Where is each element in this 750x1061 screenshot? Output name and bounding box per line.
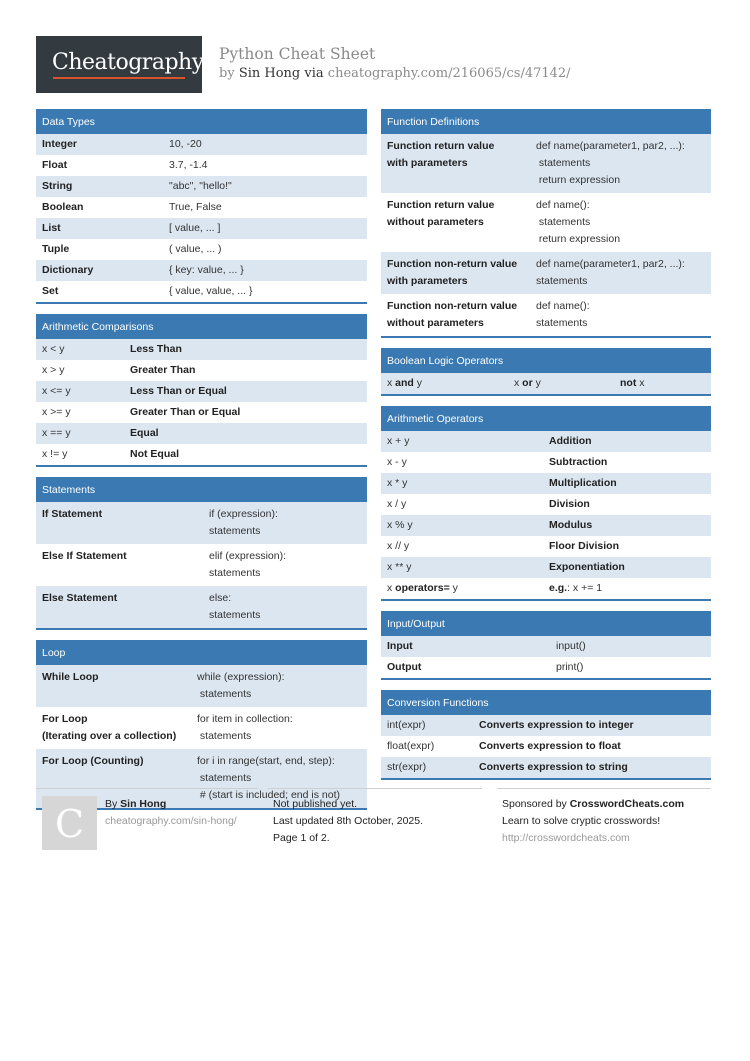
sponsor-link[interactable]: CrosswordCheats.com <box>569 798 685 810</box>
table-row <box>381 294 711 336</box>
table-row <box>36 665 367 707</box>
row-meaning: Equal <box>130 427 159 439</box>
table-row <box>381 578 711 599</box>
row-label: Input <box>387 640 413 652</box>
code-line: return expression <box>536 233 621 245</box>
operand: x <box>387 582 396 594</box>
author-link[interactable]: Sin Hong <box>238 66 301 81</box>
row-label: Integer <box>42 138 78 150</box>
table-row <box>36 360 367 381</box>
operand: y <box>532 377 541 389</box>
row-label-sub: without parameters <box>387 317 484 329</box>
table-row <box>36 239 367 260</box>
row-expression: x % y <box>387 519 413 531</box>
row-function: int(expr) <box>387 719 426 731</box>
row-meaning: Addition <box>549 435 592 447</box>
logo-underline <box>53 77 185 79</box>
row-meaning: Multiplication <box>549 477 617 489</box>
code-line: def name(parameter1, par2, ...): <box>536 258 685 270</box>
last-updated: Last updated 8th October, 2025. <box>273 815 424 827</box>
row-value: { key: value, ... } <box>169 264 244 276</box>
row-expression: x >= y <box>42 406 71 418</box>
table-row <box>381 452 711 473</box>
section-loop <box>36 640 367 810</box>
code-line: statements <box>209 567 261 579</box>
row-label-block <box>387 298 536 332</box>
table-row <box>381 494 711 515</box>
table-row <box>36 381 367 402</box>
row-value: ( value, ... ) <box>169 243 222 255</box>
row-expression: x > y <box>42 364 65 376</box>
site-logo[interactable] <box>36 36 202 93</box>
table-row <box>381 431 711 452</box>
section-title: Arithmetic Comparisons <box>36 314 367 339</box>
code-line: def name(): <box>536 199 590 211</box>
author-url-link[interactable]: cheatography.com/sin-hong/ <box>105 815 237 827</box>
row-function: str(expr) <box>387 761 427 773</box>
avatar-letter: C <box>54 802 85 846</box>
table-row <box>36 260 367 281</box>
row-label: While Loop <box>42 671 99 683</box>
sheet-url-link[interactable]: cheatography.com/216065/cs/47142/ <box>327 66 571 81</box>
table-row <box>36 339 367 360</box>
section-title: Function Definitions <box>381 109 711 134</box>
row-code <box>209 590 260 624</box>
section-title: Data Types <box>36 109 367 134</box>
operator: or <box>522 377 533 389</box>
table-row <box>36 707 367 749</box>
code-line: statements <box>209 525 261 537</box>
row-meaning: Converts expression to float <box>479 740 621 752</box>
section-title: Loop <box>36 640 367 665</box>
publish-status: Not published yet. <box>273 798 358 810</box>
row-code <box>197 669 285 703</box>
table-row <box>381 515 711 536</box>
operator: and <box>395 377 414 389</box>
table-row <box>36 502 367 544</box>
table-row <box>381 252 711 294</box>
code-line: def name(parameter1, par2, ...): <box>536 140 685 152</box>
code-line: statements <box>197 688 252 700</box>
page-number: Page 1 of 2. <box>273 832 330 844</box>
row-label-block <box>387 256 536 290</box>
table-row <box>36 586 367 628</box>
right-column <box>381 109 711 790</box>
row-label: Function return value <box>387 199 495 211</box>
section-title: Input/Output <box>381 611 711 636</box>
section-data-types <box>36 109 367 304</box>
row-label-block <box>387 138 536 189</box>
row-code <box>209 548 286 582</box>
row-code <box>536 298 590 332</box>
table-row <box>381 657 711 678</box>
row-label: Set <box>42 285 59 297</box>
code-line: statements <box>536 157 591 169</box>
row-meaning <box>549 580 602 597</box>
row-label: For Loop (Counting) <box>42 755 144 767</box>
row-code <box>536 138 685 189</box>
sponsor-block <box>502 796 684 847</box>
table-row <box>36 218 367 239</box>
operator: operators= <box>395 582 450 594</box>
row-label: String <box>42 180 73 192</box>
row-expression: x <= y <box>42 385 71 397</box>
row-function: float(expr) <box>387 740 435 752</box>
row-expression: x / y <box>387 498 407 510</box>
footer-divider <box>268 788 482 789</box>
row-code <box>536 256 685 290</box>
code-line: if (expression): <box>209 508 278 520</box>
row-expression: x // y <box>387 540 410 552</box>
author-block <box>105 796 237 830</box>
row-expression: x != y <box>42 448 68 460</box>
table-row <box>381 736 711 757</box>
row-meaning: Converts expression to string <box>479 761 628 773</box>
table-row <box>381 193 711 252</box>
row-value: { value, value, ... } <box>169 285 253 297</box>
row-label: List <box>42 222 61 234</box>
section-conversion-functions <box>381 690 711 780</box>
table-row <box>381 373 711 394</box>
section-boolean-logic <box>381 348 711 396</box>
section-title: Conversion Functions <box>381 690 711 715</box>
row-expression: x + y <box>387 435 410 447</box>
row-label-sub: with parameters <box>387 157 468 169</box>
row-value: True, False <box>169 201 222 213</box>
row-meaning: Floor Division <box>549 540 620 552</box>
title-area <box>219 45 571 81</box>
code-line: # (start is included; end is not) <box>197 789 340 801</box>
code-line: def name(): <box>536 300 590 312</box>
row-label-block <box>42 669 197 703</box>
code-line: statements <box>536 216 591 228</box>
code-line: return expression <box>536 174 621 186</box>
operand: x <box>514 377 523 389</box>
section-arithmetic-operators <box>381 406 711 601</box>
row-label: Else If Statement <box>42 550 127 562</box>
section-title: Boolean Logic Operators <box>381 348 711 373</box>
section-title: Statements <box>36 477 367 502</box>
row-meaning: Less Than or Equal <box>130 385 227 397</box>
operand: y <box>413 377 423 389</box>
and-expression <box>387 375 514 392</box>
row-label-block <box>42 711 197 745</box>
table-row <box>36 155 367 176</box>
row-label-sub: (Iterating over a collection) <box>42 730 177 742</box>
row-value: print() <box>556 661 584 673</box>
table-row <box>381 473 711 494</box>
row-value: [ value, ... ] <box>169 222 221 234</box>
table-row <box>36 402 367 423</box>
code-line: statements <box>209 609 261 621</box>
footer-divider <box>36 788 258 789</box>
footer-author-link[interactable]: Sin Hong <box>120 798 167 810</box>
table-row <box>36 176 367 197</box>
table-row <box>381 715 711 736</box>
code-line: else: <box>209 592 232 604</box>
avatar[interactable] <box>42 796 97 850</box>
table-row <box>381 757 711 778</box>
code-line: statements <box>536 317 588 329</box>
sponsor-line <box>502 796 684 813</box>
logo-text: Cheatography <box>52 50 204 75</box>
row-meaning: Division <box>549 498 590 510</box>
section-title: Arithmetic Operators <box>381 406 711 431</box>
not-expression <box>620 375 645 392</box>
row-expression: x < y <box>42 343 65 355</box>
table-row <box>36 444 367 465</box>
operand: x <box>387 377 396 389</box>
byline-by: by <box>219 66 235 81</box>
byline <box>219 66 571 81</box>
row-meaning: Converts expression to integer <box>479 719 634 731</box>
row-value: input() <box>556 640 586 652</box>
code-line: statements <box>197 730 252 742</box>
example-label: e.g. <box>549 582 568 594</box>
row-label-block <box>387 197 536 248</box>
row-expression <box>387 580 549 597</box>
row-label: Float <box>42 159 68 171</box>
code-line: for i in range(start, end, step): <box>197 755 335 767</box>
sponsor-tagline: Learn to solve cryptic crosswords! <box>502 815 661 827</box>
author-line <box>105 796 237 813</box>
row-value: 10, -20 <box>169 138 202 150</box>
row-label: Function return value <box>387 140 495 152</box>
row-code <box>209 506 278 540</box>
sponsor-url-link[interactable]: http://crosswordcheats.com <box>502 832 630 844</box>
table-row <box>381 134 711 193</box>
page-title: Python Cheat Sheet <box>219 45 376 63</box>
row-label: Output <box>387 661 422 673</box>
row-meaning: Modulus <box>549 519 593 531</box>
row-expression: x == y <box>42 427 71 439</box>
section-input-output <box>381 611 711 680</box>
row-label: Boolean <box>42 201 84 213</box>
table-row <box>381 536 711 557</box>
row-code <box>197 711 293 745</box>
row-expression: x * y <box>387 477 408 489</box>
row-label: For Loop <box>42 713 88 725</box>
row-code <box>536 197 620 248</box>
row-label: If Statement <box>42 508 103 520</box>
example-value: : x += 1 <box>567 582 603 594</box>
code-line: for item in collection: <box>197 713 293 725</box>
table-row <box>36 423 367 444</box>
section-function-definitions <box>381 109 711 338</box>
table-row <box>36 544 367 586</box>
footer-divider <box>497 788 711 789</box>
row-label: Function non-return value <box>387 300 518 312</box>
row-label: Else Statement <box>42 592 118 604</box>
table-row <box>36 281 367 302</box>
row-meaning: Less Than <box>130 343 182 355</box>
code-line: elif (expression): <box>209 550 287 562</box>
row-label-sub: without parameters <box>387 216 484 228</box>
row-expression: x - y <box>387 456 407 468</box>
operand: x <box>636 377 645 389</box>
section-arithmetic-comparisons <box>36 314 367 467</box>
table-row <box>381 557 711 578</box>
row-label: Function non-return value <box>387 258 518 270</box>
row-meaning: Exponentiation <box>549 561 625 573</box>
code-line: statements <box>197 772 252 784</box>
row-expression: x ** y <box>387 561 412 573</box>
publish-info <box>273 796 423 847</box>
row-label: Tuple <box>42 243 70 255</box>
byline-via: via <box>304 66 324 81</box>
code-line: while (expression): <box>197 671 285 683</box>
row-label: Dictionary <box>42 264 94 276</box>
author-by: By <box>105 798 121 810</box>
row-label-sub: with parameters <box>387 275 468 287</box>
left-column <box>36 109 367 820</box>
row-meaning: Greater Than <box>130 364 196 376</box>
row-meaning: Greater Than or Equal <box>130 406 241 418</box>
row-value: "abc", "hello!" <box>169 180 232 192</box>
section-statements <box>36 477 367 630</box>
table-row <box>381 636 711 657</box>
or-expression <box>514 375 620 392</box>
row-value: 3.7, -1.4 <box>169 159 208 171</box>
row-meaning: Not Equal <box>130 448 179 460</box>
operand: y <box>449 582 458 594</box>
code-line: statements <box>536 275 588 287</box>
operator: not <box>620 377 637 389</box>
sponsor-prefix: Sponsored by <box>502 798 570 810</box>
table-row <box>36 197 367 218</box>
table-row <box>36 134 367 155</box>
row-meaning: Subtraction <box>549 456 608 468</box>
